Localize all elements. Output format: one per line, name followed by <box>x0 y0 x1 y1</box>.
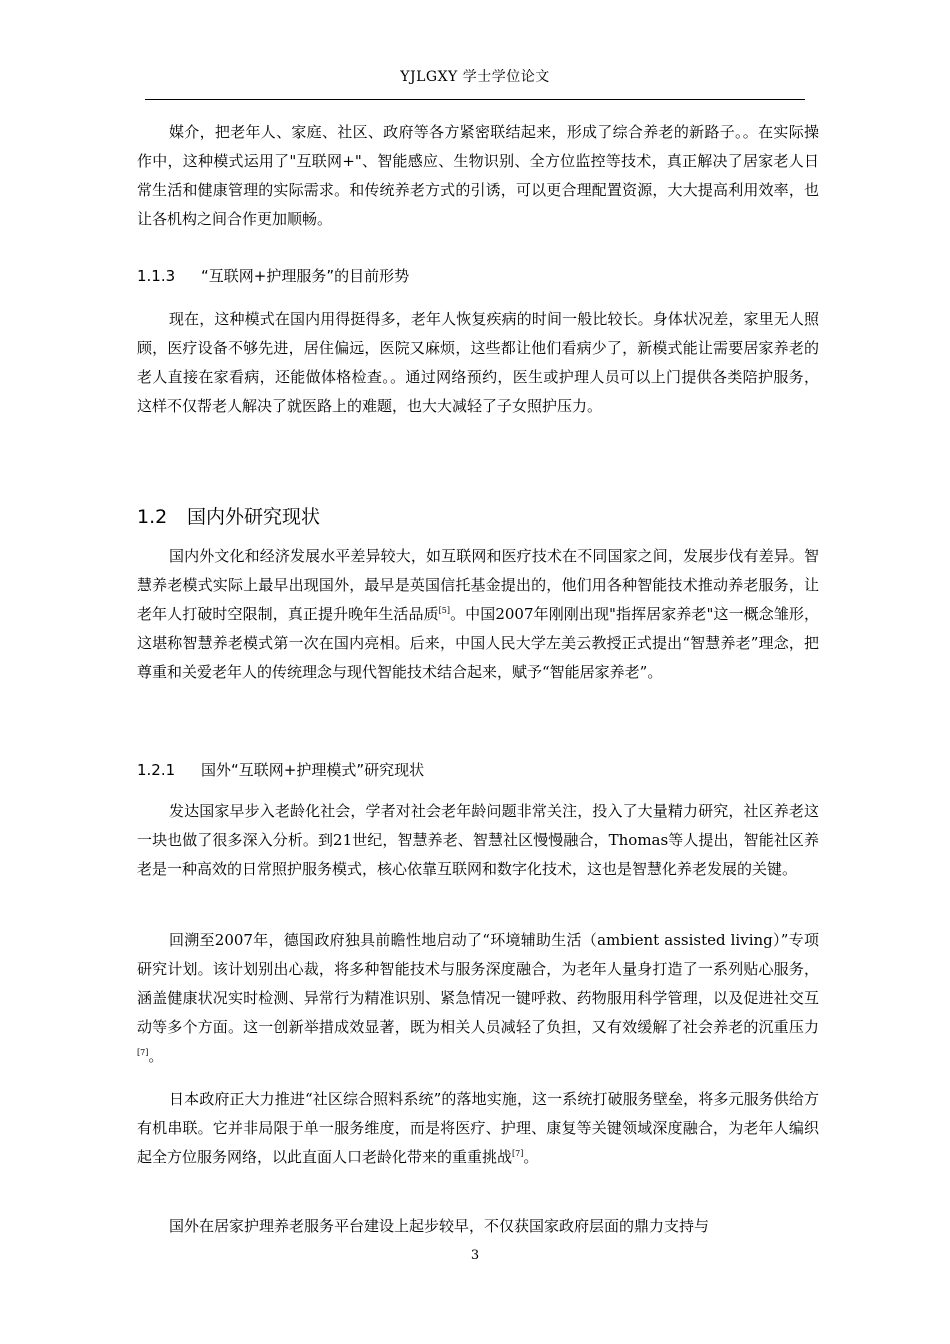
section-heading-1-2-1 <box>137 760 424 780</box>
paragraph-3-text-b: 。中国2007年刚刚出现"指挥居家养老"这一概念雏形，这堪称智慧养老模式第一次在国内亮相。后来，中国人民大学左美云教授正式提出“智慧养老”理念，把尊重和关爱老年人的传统理念与现代智能技术结合起来，赋予“智能居家养老”。 <box>137 605 819 681</box>
citation-ref: [7] <box>137 1048 149 1057</box>
paragraph-5 <box>137 926 819 1071</box>
paragraph-3-text-a: 国内外文化和经济发展水平差异较大，如互联网和医疗技术在不同国家之间，发展步伐有差异。智慧养老模式实际上最早出现国外，最早是英国信托基金提出的，他们用各种智能技术推动养老服务，让老年人打破时空限制，真正提升晚年生活品质 <box>137 547 819 623</box>
section-title: 国外“互联网+护理模式”研究现状 <box>201 761 425 779</box>
section-heading-1-2 <box>137 505 320 529</box>
running-header: YJLGXY 学士学位论文 <box>400 69 550 85</box>
section-title: 国内外研究现状 <box>187 506 321 528</box>
paragraph-1: 媒介，把老年人、家庭、社区、政府等各方紧密联结起来，形成了综合养老的新路子。。在实际操作中，这种模式运用了"互联网+"、智能感应、生物识别、全方位监控等技术，真正解决了居家老人日常生活和健康管理的实际需求。和传统养老方式的引诱，可以更合理配置资源，大大提高利用效率，也让各机构之间合作更加顺畅。 <box>137 123 819 228</box>
paragraph-7: 国外在居家护理养老服务平台建设上起步较早，不仅获国家政府层面的鼎力支持与 <box>169 1217 710 1235</box>
page-number: 3 <box>470 1248 480 1263</box>
paragraph-2: 现在，这种模式在国内用得挺得多，老年人恢复疾病的时间一般比较长。身体状况差，家里无人照顾，医疗设备不够先进，居住偏远，医院又麻烦，这些都让他们看病少了，新模式能让需要居家养老的老人直接在家看病，还能做体格检查。。通过网络预约，医生或护理人员可以上门提供各类陪护服务，这样不仅帮老人解决了就医路上的难题，也大大减轻了子女照护压力。 <box>137 310 819 415</box>
paragraph-5-text-a: 回溯至2007年，德国政府独具前瞻性地启动了“环境辅助生活（ambient assisted living）”专项研究计划。该计划别出心裁，将多种智能技术与服务深度融合，为老年人量身打造了一系列贴心服务，涵盖健康状况实时检测、异常行为精准识别、紧急情况一键呼救、药物服用科学管理，以及促进社交互动等多个方面。这一创新举措成效显著，既为相关人员减轻了负担，又有效缓解了社会养老的沉重压力 <box>137 931 819 1036</box>
section-number: 1.1.3 <box>137 267 176 285</box>
paragraph-3 <box>137 542 819 687</box>
paragraph-6-text-b: 。 <box>523 1148 539 1166</box>
paragraph-5-text-b: 。 <box>148 1047 164 1065</box>
citation-ref: [7] <box>512 1149 524 1158</box>
citation-ref: [5] <box>438 606 451 615</box>
section-number: 1.2.1 <box>137 761 176 779</box>
header-rule <box>145 99 805 100</box>
paragraph-6-text-a: 日本政府正大力推进“社区综合照料系统”的落地实施，这一系统打破服务壁垒，将多元服务供给方有机串联。它并非局限于单一服务维度，而是将医疗、护理、康复等关键领域深度融合，为老年人编织起全方位服务网络，以此直面人口老龄化带来的重重挑战 <box>137 1090 819 1166</box>
section-heading-1-1-3 <box>137 266 409 286</box>
section-number: 1.2 <box>137 506 168 528</box>
paragraph-4: 发达国家早步入老龄化社会，学者对社会老年龄问题非常关注，投入了大量精力研究，社区养老这一块也做了很多深入分析。到21世纪，智慧养老、智慧社区慢慢融合，Thomas等人提出，智能社区养老是一种高效的日常照护服务模式，核心依靠互联网和数字化技术，这也是智慧化养老发展的关键。 <box>137 802 819 878</box>
paragraph-6 <box>137 1085 819 1172</box>
section-title: “互联网+护理服务”的目前形势 <box>201 267 410 285</box>
